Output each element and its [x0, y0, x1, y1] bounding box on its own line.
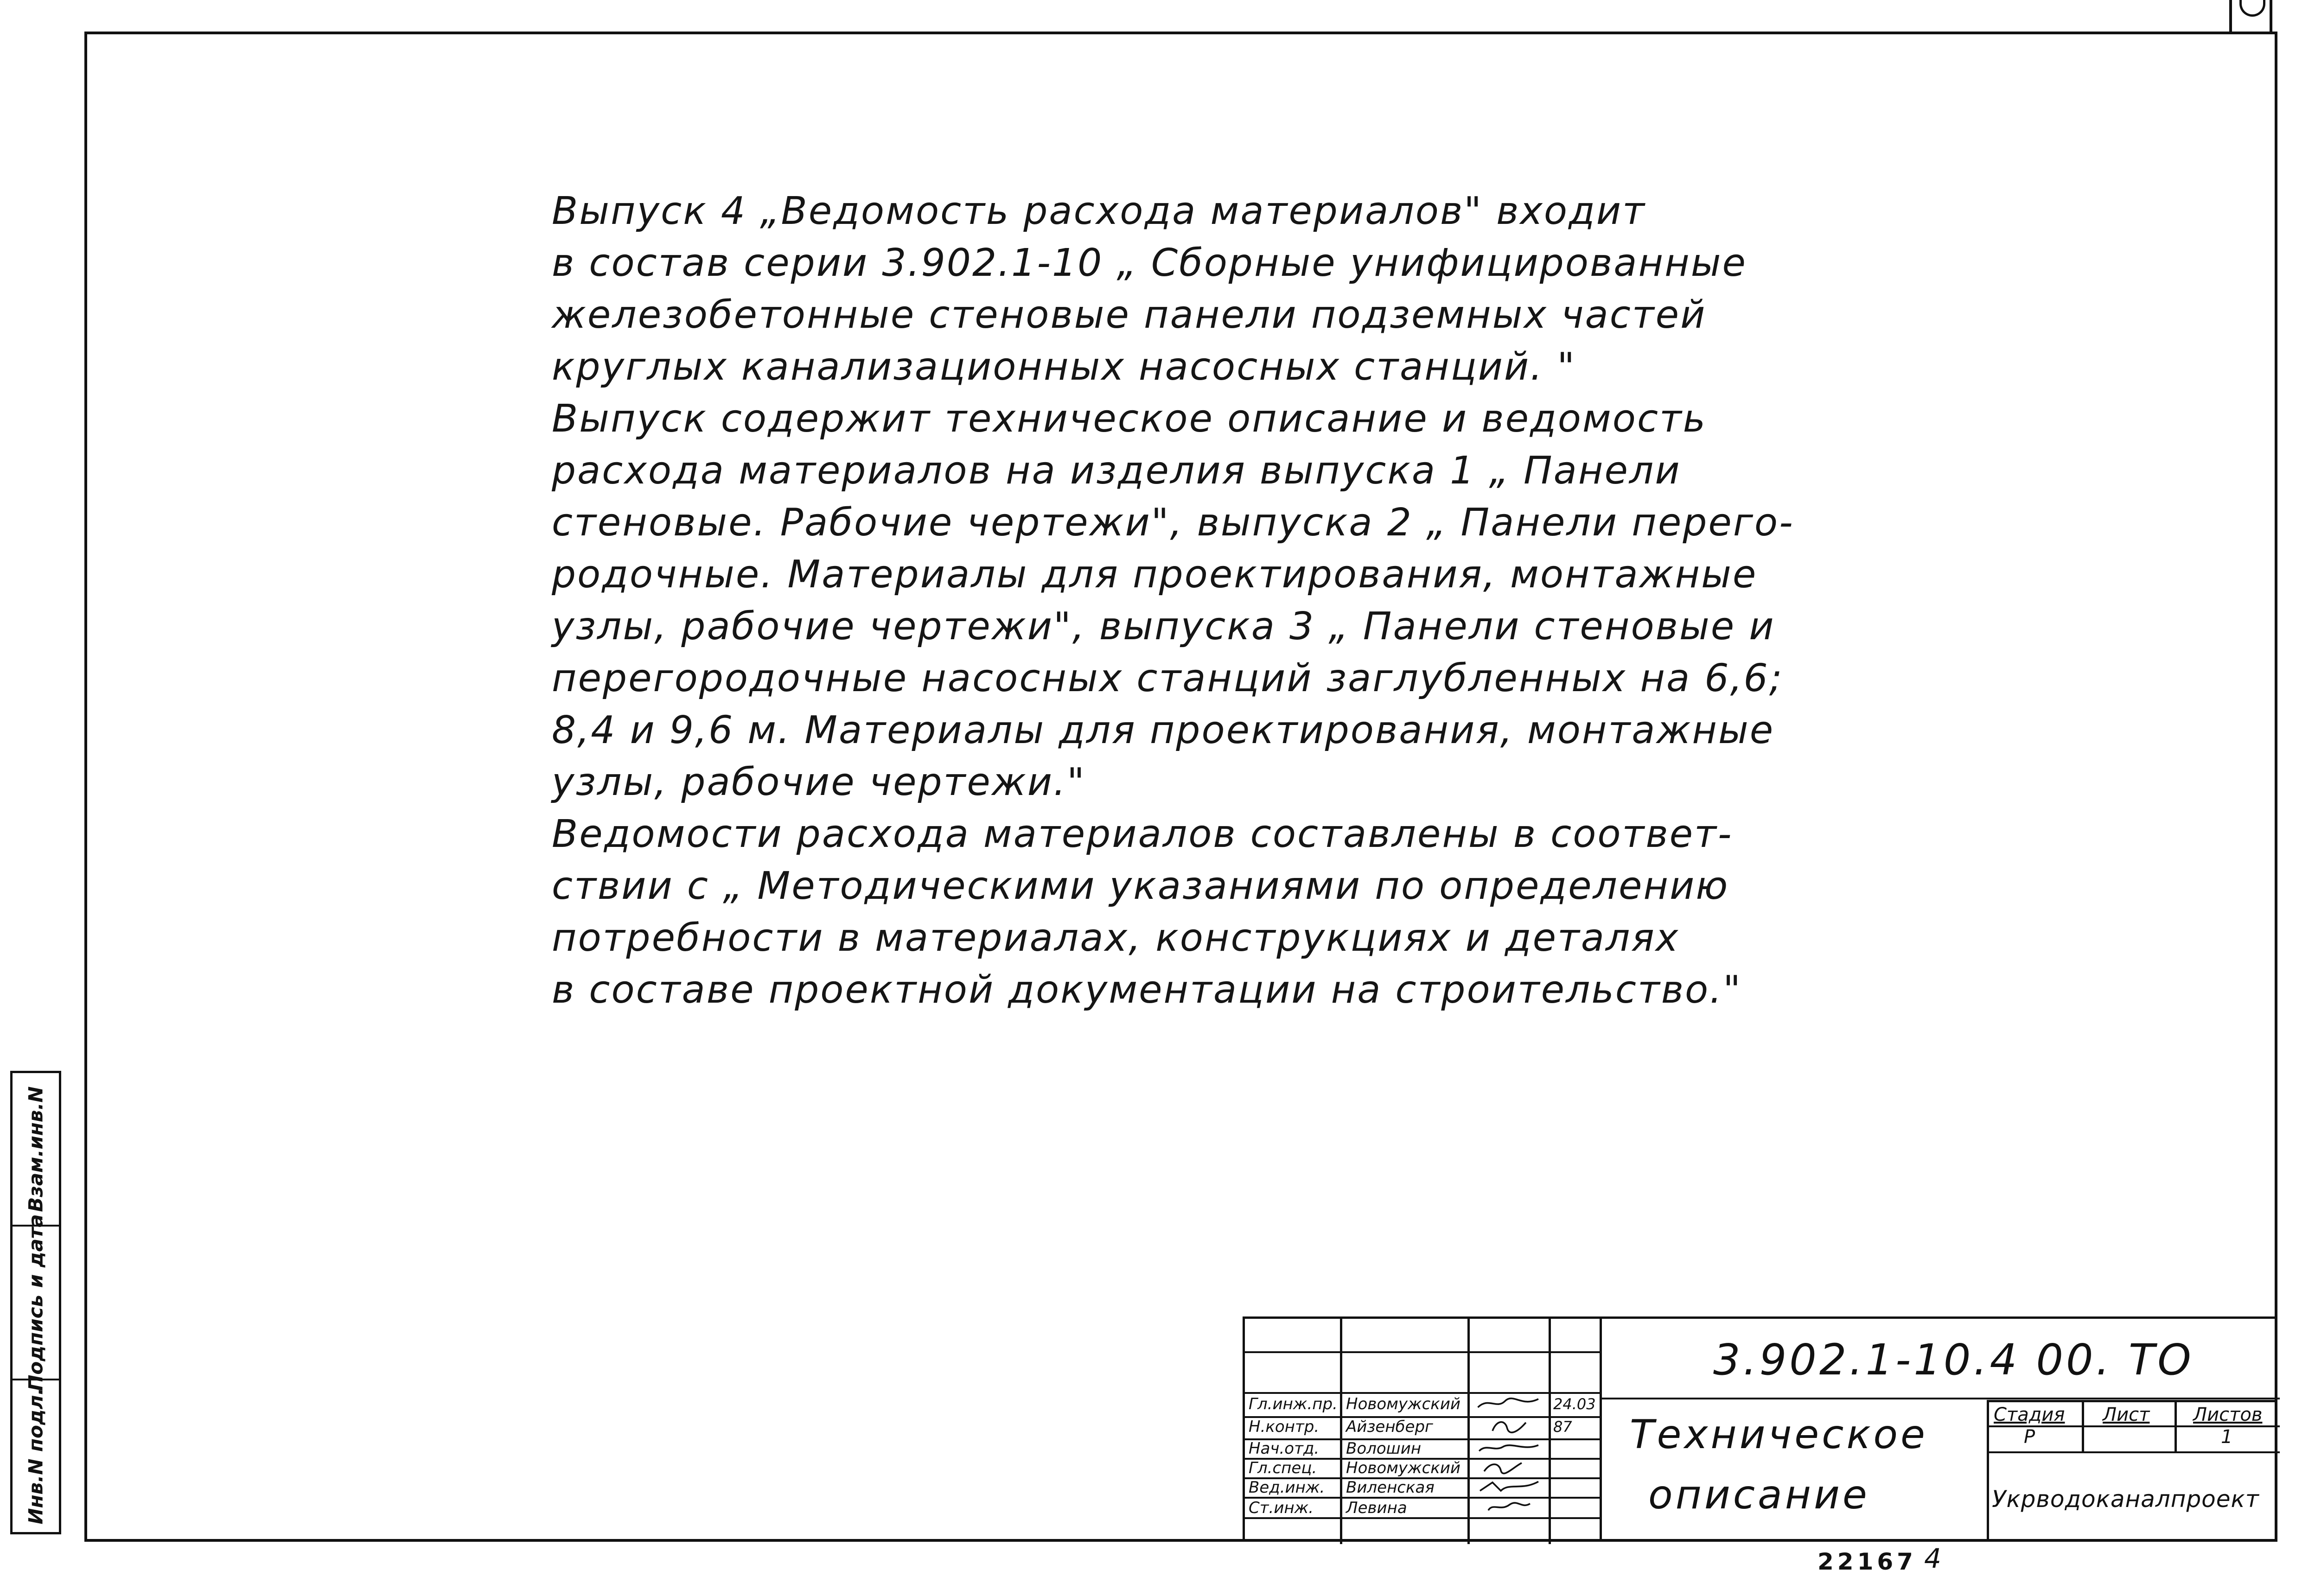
signature-role: Ст.инж.: [1249, 1499, 1314, 1517]
body-line: перегородочные насосных станций заглубленных на 6,6;: [552, 656, 1784, 700]
sheets-label: Листов: [2193, 1404, 2263, 1425]
signature-mark: [1472, 1499, 1546, 1515]
signature-mark: [1472, 1395, 1546, 1412]
signature-role: Н.контр.: [1249, 1418, 1320, 1436]
signature-role: Нач.отд.: [1249, 1439, 1320, 1458]
sheet-number-mark: [2239, 0, 2265, 17]
signature-person: Айзенберг: [1346, 1418, 1433, 1436]
signature-role: Гл.спец.: [1249, 1459, 1317, 1477]
body-line: в состав серии 3.902.1-10 „ Сборные унифицированные: [552, 241, 1747, 285]
signature-row: [1245, 1418, 1602, 1436]
document-title: описание: [1648, 1472, 1870, 1518]
frame-corner-tick: [2229, 0, 2232, 32]
body-line: Выпуск содержит техническое описание и ведомость: [552, 397, 1707, 441]
signature-person: Волошин: [1346, 1439, 1422, 1458]
body-line: стеновые. Рабочие чертежи", выпуска 2 „ Панели перего-: [552, 501, 1794, 545]
side-stamp-cell: [13, 1073, 59, 1225]
signature-row: [1245, 1439, 1602, 1458]
archive-number: 22167: [1818, 1548, 1917, 1575]
body-line: железобетонные стеновые панели подземных частей: [552, 293, 1707, 337]
body-line: Ведомости расхода материалов составлены в соответ-: [552, 812, 1733, 856]
frame-corner-tick: [2270, 0, 2272, 32]
signature-person: Новомужский: [1346, 1395, 1461, 1413]
signature-date: 87: [1553, 1418, 1572, 1436]
side-stamp-label: Взам.инв.N: [24, 1086, 47, 1212]
sheets-value: 1: [2221, 1426, 2233, 1448]
document-code: 3.902.1-10.4 00. ТО: [1713, 1335, 2194, 1385]
body-line: в составе проектной документации на строительство.": [552, 968, 1742, 1012]
side-stamp-label: Инв.N подл.: [24, 1387, 47, 1525]
signature-mark: [1472, 1478, 1546, 1495]
body-line: узлы, рабочие чертежи.": [552, 760, 1086, 804]
document-body: [552, 185, 1980, 1016]
document-info: [1600, 1316, 2277, 1542]
signature-mark: [1472, 1439, 1546, 1456]
sheet-label: Лист: [2103, 1404, 2150, 1425]
signature-person: Левина: [1346, 1499, 1407, 1517]
signature-role: Вед.инж.: [1249, 1478, 1325, 1497]
document-title: Техническое: [1630, 1412, 1928, 1458]
signature-person: Новомужский: [1346, 1459, 1461, 1477]
side-stamp-cell: [13, 1379, 59, 1532]
body-line: Выпуск 4 „Ведомость расхода материалов" входит: [552, 189, 1646, 233]
body-line: круглых канализационных насосных станций. ": [552, 345, 1576, 389]
stage-table: [1987, 1400, 2277, 1542]
signature-mark: [1472, 1459, 1546, 1475]
signature-row: [1245, 1478, 1602, 1497]
side-stamp-cell: [13, 1214, 59, 1391]
title-block: [1243, 1316, 2277, 1542]
body-line: узлы, рабочие чертежи", выпуска 3 „ Панели стеновые и: [552, 604, 1775, 649]
body-line: родочные. Материалы для проектирования, монтажные: [552, 553, 1758, 597]
signature-person: Виленская: [1346, 1478, 1435, 1497]
body-line: потребности в материалах, конструкциях и деталях: [552, 916, 1680, 960]
organization-name: Укрводоканалпроект: [1992, 1486, 2259, 1513]
signature-row: [1245, 1459, 1602, 1477]
signature-table: [1243, 1316, 1600, 1542]
signature-row: [1245, 1499, 1602, 1517]
body-line: 8,4 и 9,6 м. Материалы для проектирования, монтажные: [552, 708, 1775, 752]
signature-row: [1245, 1395, 1602, 1413]
side-stamp: [10, 1071, 61, 1534]
page-number: 4: [1924, 1543, 1941, 1574]
body-line: расхода материалов на изделия выпуска 1 „ Панели: [552, 449, 1681, 493]
side-stamp-label: Подпись и дата: [24, 1214, 47, 1391]
stage-label: Стадия: [1994, 1404, 2065, 1425]
signature-role: Гл.инж.пр.: [1249, 1395, 1338, 1413]
signature-date: 24.03: [1553, 1395, 1596, 1413]
signature-mark: [1472, 1418, 1546, 1434]
body-line: ствии с „ Методическими указаниями по определению: [552, 864, 1729, 908]
stage-value: Р: [2024, 1426, 2035, 1448]
